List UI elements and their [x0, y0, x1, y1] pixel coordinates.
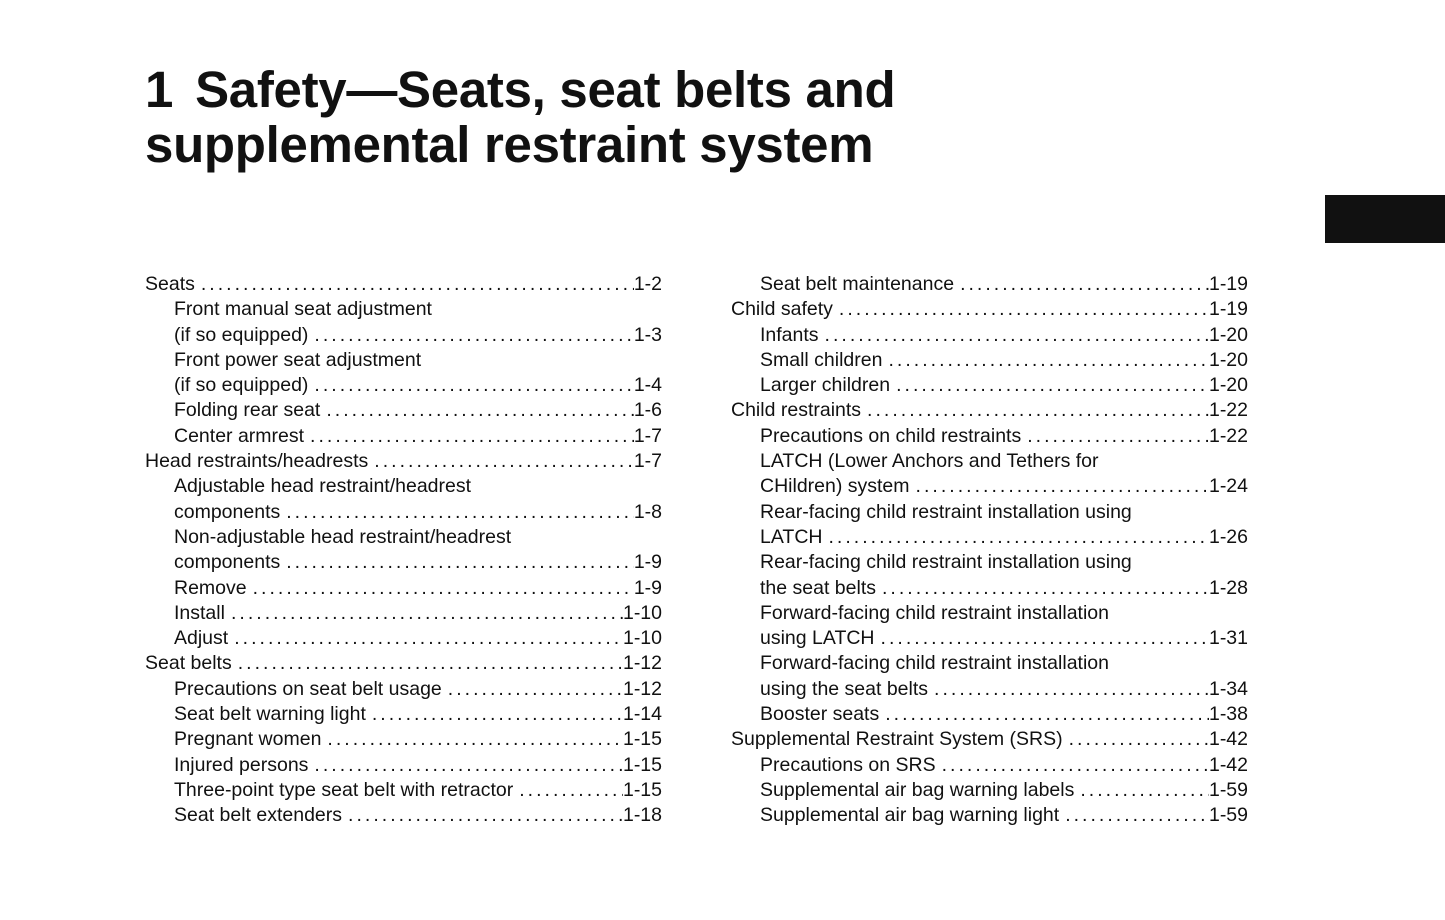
toc-subsection-entry[interactable]: [145, 601, 662, 626]
toc-subsection-entry[interactable]: [145, 626, 662, 651]
toc-dot-leader: [225, 601, 623, 626]
toc-entry-label-line: Rear-facing child restraint installation using: [760, 551, 1132, 574]
toc-subsection-entry[interactable]: [145, 297, 662, 348]
toc-subsection-entry[interactable]: [731, 272, 1248, 297]
toc-entry-label: Precautions on seat belt usage: [174, 677, 442, 700]
toc-entry-label: Supplemental Restraint System (SRS): [731, 728, 1063, 751]
toc-entry-label: Seat belt maintenance: [760, 273, 955, 295]
toc-dot-leader: [890, 373, 1209, 398]
toc-dot-leader: [1059, 803, 1209, 828]
toc-page-number: 1-38: [1208, 703, 1248, 726]
toc-entry-label: Small children: [760, 348, 883, 371]
toc-entry-label-line: Rear-facing child restraint installation using: [760, 500, 1132, 523]
toc-subsection-entry[interactable]: [731, 373, 1248, 398]
toc-subsection-entry[interactable]: [145, 525, 662, 576]
toc-subsection-entry[interactable]: [145, 398, 662, 423]
toc-entry-label: Supplemental air bag warning labels: [760, 778, 1075, 801]
toc-dot-leader: [910, 474, 1209, 499]
toc-entry-label: LATCH: [760, 525, 823, 548]
toc-subsection-entry[interactable]: [145, 753, 662, 778]
chapter-title-line-2: supplemental restraint system: [145, 116, 874, 173]
toc-entry-row: [174, 601, 662, 626]
toc-entry-row: [174, 677, 662, 702]
toc-page-number: 1-14: [622, 703, 662, 726]
toc-entry-row: [731, 297, 1248, 322]
toc-entry-label-line: Adjustable head restraint/headrest: [174, 475, 472, 498]
toc-dot-leader: [342, 803, 623, 828]
toc-page-number: 1-3: [633, 323, 662, 346]
toc-subsection-entry[interactable]: [145, 702, 662, 727]
toc-entry-label: components: [174, 500, 281, 523]
toc-page-number: 1-7: [633, 424, 662, 447]
toc-entry-row: [145, 449, 662, 474]
toc-page-number: 1-9: [633, 551, 662, 574]
toc-entry-row: [760, 373, 1248, 398]
toc-subsection-entry[interactable]: [145, 424, 662, 449]
toc-entry-label: (if so equipped): [174, 323, 309, 346]
toc-entry-row: [731, 398, 1248, 423]
toc-subsection-entry[interactable]: [145, 803, 662, 828]
toc-entry-label: Seats: [145, 273, 195, 295]
toc-entry-row: [174, 550, 662, 575]
toc-subsection-entry[interactable]: [731, 449, 1248, 500]
toc-dot-leader: [1063, 727, 1209, 752]
toc-entry-row: [760, 778, 1248, 803]
toc-entry-label: Injured persons: [174, 753, 309, 776]
toc-page-number: 1-9: [633, 576, 662, 599]
toc-entry-label-line: Front power seat adjustment: [174, 348, 422, 371]
toc-entry-label: Install: [174, 601, 225, 624]
toc-dot-leader: [195, 272, 634, 297]
toc-dot-leader: [879, 702, 1209, 727]
toc-subsection-entry[interactable]: [145, 348, 662, 399]
toc-dot-leader: [1021, 424, 1209, 449]
toc-page-number: 1-59: [1208, 778, 1248, 801]
toc-subsection-entry[interactable]: [731, 550, 1248, 601]
toc-entry-label-line: Forward-facing child restraint installation: [760, 652, 1109, 675]
toc-subsection-entry[interactable]: [731, 348, 1248, 373]
toc-entry-row: [760, 753, 1248, 778]
toc-section-entry[interactable]: [145, 651, 662, 676]
toc-page-number: 1-19: [1208, 273, 1248, 295]
toc-dot-leader: [368, 449, 634, 474]
toc-entry-label: using the seat belts: [760, 677, 929, 700]
toc-entry-label: (if so equipped): [174, 374, 309, 397]
toc-dot-leader: [280, 500, 634, 525]
toc-entry-label: CHildren) system: [760, 475, 910, 498]
toc-page-number: 1-15: [622, 778, 662, 801]
toc-subsection-entry[interactable]: [731, 500, 1248, 551]
toc-entry-label: Child restraints: [731, 399, 862, 422]
toc-entry-row: [760, 803, 1248, 828]
toc-section-entry[interactable]: [145, 449, 662, 474]
toc-subsection-entry[interactable]: [145, 677, 662, 702]
toc-entry-label: Seat belt extenders: [174, 804, 343, 827]
toc-entry-label: Seat belt warning light: [174, 703, 366, 726]
toc-entry-label: Folding rear seat: [174, 399, 321, 422]
toc-page-number: 1-19: [1208, 298, 1248, 321]
chapter-title: [145, 62, 895, 172]
toc-page-number: 1-4: [633, 374, 662, 397]
toc-page-number: 1-15: [622, 728, 662, 751]
toc-entry-label: Precautions on child restraints: [760, 424, 1022, 447]
toc-dot-leader: [936, 753, 1209, 778]
toc-page-number: 1-24: [1208, 475, 1248, 498]
toc-subsection-entry[interactable]: [731, 601, 1248, 652]
toc-page-number: 1-20: [1208, 323, 1248, 346]
toc-dot-leader: [822, 525, 1208, 550]
toc-entry-label: Seat belts: [145, 652, 232, 675]
toc-entry-row: [731, 727, 1248, 752]
toc-page-number: 1-22: [1208, 399, 1248, 422]
toc-entry-row: [174, 753, 662, 778]
toc-subsection-entry[interactable]: [145, 778, 662, 803]
toc-page-number: 1-28: [1208, 576, 1248, 599]
toc-entry-label-line: Forward-facing child restraint installation: [760, 601, 1109, 624]
toc-entry-row: [760, 272, 1248, 297]
toc-dot-leader: [321, 727, 623, 752]
toc-entry-row: [174, 803, 662, 828]
toc-entry-row: [174, 323, 662, 348]
toc-dot-leader: [882, 348, 1209, 373]
toc-entry-row: [760, 348, 1248, 373]
toc-entry-label: Remove: [174, 576, 247, 599]
toc-page-number: 1-2: [633, 273, 662, 295]
toc-entry-row: [760, 677, 1248, 702]
toc-page-number: 1-31: [1208, 627, 1248, 650]
toc-dot-leader: [308, 753, 623, 778]
toc-dot-leader: [442, 677, 623, 702]
toc-section-entry[interactable]: [731, 297, 1248, 322]
toc-page-number: 1-42: [1208, 753, 1248, 776]
toc-dot-leader: [928, 677, 1209, 702]
toc-entry-label: Center armrest: [174, 424, 305, 447]
toc-page-number: 1-20: [1208, 374, 1248, 397]
toc-entry-label: Adjust: [174, 627, 229, 650]
toc-page-number: 1-26: [1208, 525, 1248, 548]
toc-entry-label-line: Non-adjustable head restraint/headrest: [174, 525, 512, 548]
toc-entry-row: [174, 398, 662, 423]
toc-entry-row: [760, 576, 1248, 601]
toc-subsection-entry[interactable]: [731, 651, 1248, 702]
toc-entry-label: Pregnant women: [174, 728, 322, 751]
toc-entry-label: Supplemental air bag warning light: [760, 804, 1060, 827]
toc-dot-leader: [819, 323, 1209, 348]
toc-dot-leader: [833, 297, 1209, 322]
chapter-title-line-1: [145, 62, 895, 117]
toc-column-right: [731, 272, 1248, 829]
toc-entry-label: Child safety: [731, 298, 833, 321]
toc-page-number: 1-59: [1208, 804, 1248, 827]
toc-dot-leader: [366, 702, 623, 727]
toc-subsection-entry[interactable]: [145, 576, 662, 601]
toc-page-number: 1-12: [622, 677, 662, 700]
toc-entry-row: [760, 474, 1248, 499]
toc-entry-row: [760, 702, 1248, 727]
toc-dot-leader: [876, 576, 1209, 601]
toc-page-number: 1-20: [1208, 348, 1248, 371]
toc-dot-leader: [308, 323, 633, 348]
toc-subsection-entry[interactable]: [731, 803, 1248, 828]
toc-dot-leader: [280, 550, 634, 575]
toc-section-entry[interactable]: [731, 727, 1248, 752]
chapter-number: 1: [145, 61, 174, 118]
toc-entry-label-line: LATCH (Lower Anchors and Tethers for: [760, 450, 1099, 473]
toc-subsection-entry[interactable]: [731, 702, 1248, 727]
toc-entry-row: [174, 500, 662, 525]
toc-page-number: 1-10: [622, 601, 662, 624]
toc-entry-row: [174, 778, 662, 803]
toc-subsection-entry[interactable]: [145, 474, 662, 525]
toc-entry-row: [760, 424, 1248, 449]
toc-dot-leader: [320, 398, 633, 423]
toc-entry-row: [174, 373, 662, 398]
toc-entry-row: [760, 525, 1248, 550]
toc-entry-label: Infants: [760, 323, 819, 346]
toc-section-entry[interactable]: [145, 272, 662, 297]
toc-entry-label: Precautions on SRS: [760, 753, 936, 776]
toc-entry-row: [760, 626, 1248, 651]
toc-entry-row: [145, 651, 662, 676]
toc-dot-leader: [875, 626, 1209, 651]
toc-subsection-entry[interactable]: [145, 727, 662, 752]
toc-entry-row: [174, 626, 662, 651]
toc-dot-leader: [304, 424, 634, 449]
toc-subsection-entry[interactable]: [731, 424, 1248, 449]
toc-dot-leader: [232, 651, 623, 676]
chapter-title-text-1: Safety—Seats, seat belts and: [195, 61, 896, 118]
toc-entry-row: [174, 727, 662, 752]
toc-entry-label: Larger children: [760, 374, 891, 397]
toc-subsection-entry[interactable]: [731, 323, 1248, 348]
toc-entry-row: [174, 576, 662, 601]
toc-entry-row: [174, 424, 662, 449]
toc-entry-label: Head restraints/headrests: [145, 450, 369, 473]
toc-page-number: 1-12: [622, 652, 662, 675]
toc-entry-label: Booster seats: [760, 703, 880, 726]
toc-subsection-entry[interactable]: [731, 778, 1248, 803]
toc-section-entry[interactable]: [731, 398, 1248, 423]
toc-dot-leader: [228, 626, 623, 651]
toc-entry-row: [145, 272, 662, 297]
toc-dot-leader: [1074, 778, 1209, 803]
toc-entry-label-line: Front manual seat adjustment: [174, 298, 432, 321]
toc-page-number: 1-15: [622, 753, 662, 776]
toc-entry-label: using LATCH: [760, 627, 875, 650]
toc-page-number: 1-42: [1208, 728, 1248, 751]
chapter-thumb-tab: [1325, 195, 1445, 243]
toc-dot-leader: [247, 576, 634, 601]
toc-page-number: 1-7: [633, 450, 662, 473]
toc-page-number: 1-18: [622, 804, 662, 827]
toc-dot-leader: [954, 272, 1209, 297]
toc-dot-leader: [513, 778, 623, 803]
toc-entry-row: [174, 702, 662, 727]
toc-entry-label: components: [174, 551, 281, 574]
toc-page-number: 1-8: [633, 500, 662, 523]
toc-page-number: 1-6: [633, 399, 662, 422]
toc-page-number: 1-34: [1208, 677, 1248, 700]
toc-entry-label: the seat belts: [760, 576, 876, 599]
toc-entry-row: [760, 323, 1248, 348]
toc-column-left: [145, 272, 662, 829]
toc-entry-label: Three-point type seat belt with retractor: [174, 778, 514, 801]
toc-subsection-entry[interactable]: [731, 753, 1248, 778]
toc-dot-leader: [861, 398, 1209, 423]
toc-dot-leader: [308, 373, 633, 398]
toc-page-number: 1-22: [1208, 424, 1248, 447]
toc-page-number: 1-10: [622, 627, 662, 650]
